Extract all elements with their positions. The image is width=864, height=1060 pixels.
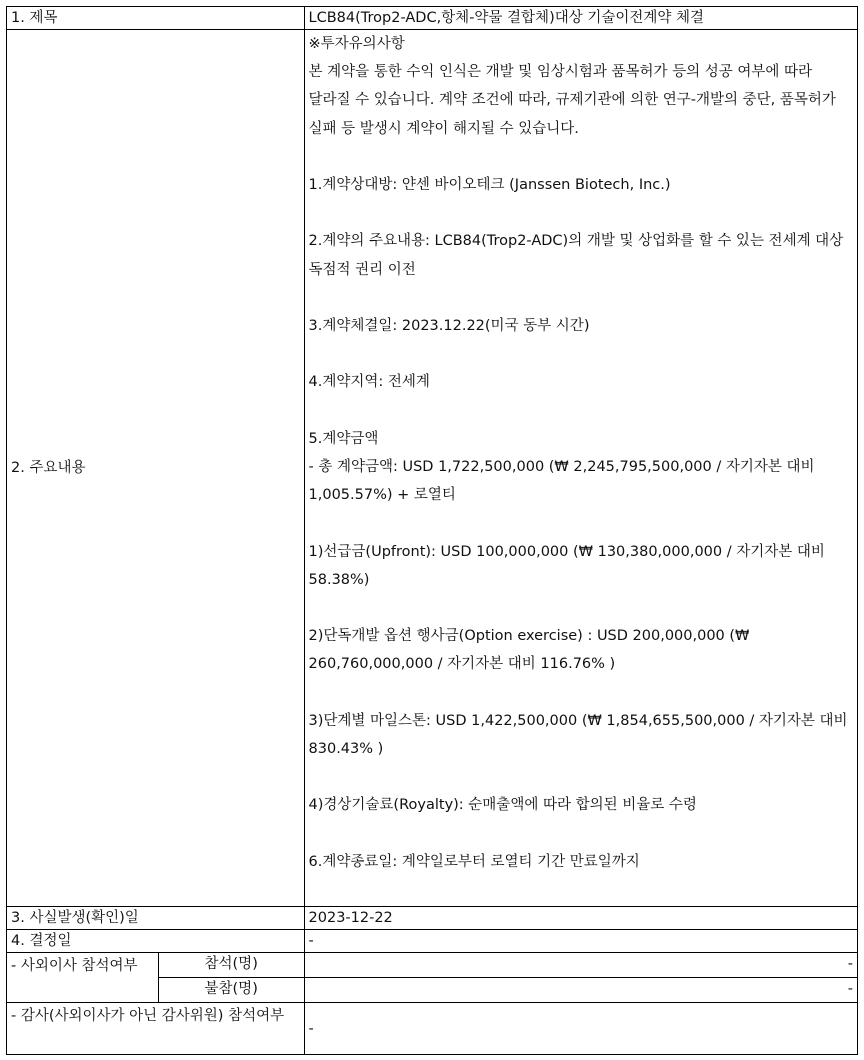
- disclosure-table: [6, 6, 858, 1055]
- royalty-terms: 4)경상기술료(Royalty): 순매출액에 따라 합의된 비율로 수령: [308, 797, 697, 814]
- contract-amount-heading: 5.계약금액: [308, 430, 379, 447]
- occurrence-value: 2023-12-22: [304, 907, 857, 930]
- absent-value: -: [304, 978, 857, 1003]
- row-auditor-attendance: [7, 1003, 858, 1055]
- decision-value: -: [304, 930, 857, 953]
- absent-label: 불참(명): [158, 978, 304, 1003]
- row-occurrence-date: [7, 907, 858, 930]
- title-label: 1. 제목: [7, 7, 305, 30]
- contract-summary: 2.계약의 주요내용: LCB84(Trop2-ADC)의 개발 및 상업화를 할 수 있는 전세계 대상 독점적 권리 이전: [308, 233, 848, 278]
- contract-counterparty: 1.계약상대방: 얀센 바이오테크 (Janssen Biotech, Inc.): [308, 177, 671, 193]
- contract-amount-total: - 총 계약금액: USD 1,722,500,000 (₩ 2,245,795,500,000 / 자기자본 대비 1,005.57%) + 로열티: [308, 458, 820, 504]
- investment-notice-heading: ※투자유의사항: [308, 36, 405, 52]
- contract-end-date: 6.계약종료일: 계약일로부터 로열티 기간 만료일까지: [308, 853, 640, 870]
- contract-region: 4.계약지역: 전세계: [308, 374, 430, 391]
- outside-directors-label: - 사외이사 참석여부: [7, 953, 159, 1003]
- option-exercise-payment: 2)단독개발 옵션 행사금(Option exercise) : USD 200,000,000 (₩ 260,760,000,000 / 자기자본 대비 116.76% ): [308, 628, 754, 673]
- row-outside-directors-present: [7, 953, 858, 978]
- milestone-payment: 3)단계별 마일스톤: USD 1,422,500,000 (₩ 1,854,655,500,000 / 자기자본 대비 830.43% ): [308, 712, 853, 757]
- decision-label: 4. 결정일: [7, 930, 305, 953]
- main-content-value: [304, 30, 857, 907]
- occurrence-label: 3. 사실발생(확인)일: [7, 907, 305, 930]
- row-title: [7, 7, 858, 30]
- upfront-payment: 1)선급금(Upfront): USD 100,000,000 (₩ 130,380,000,000 / 자기자본 대비 58.38%): [308, 543, 830, 588]
- investment-notice-body: 본 계약을 통한 수익 인식은 개발 및 임상시험과 품목허가 등의 성공 여부에 따라 달라질 수 있습니다. 계약 조건에 따라, 규제기관에 의한 연구-개발의 중단, 품목허가 실패 등 발생시 계약이 해지될 수 있습니다.: [308, 64, 841, 137]
- present-label: 참석(명): [158, 953, 304, 978]
- contract-date: 3.계약체결일: 2023.12.22(미국 동부 시간): [308, 317, 590, 334]
- row-main-content: [7, 30, 858, 907]
- auditor-label: - 감사(사외이사가 아닌 감사위원) 참석여부: [7, 1003, 305, 1055]
- auditor-value: -: [304, 1003, 857, 1055]
- title-value: LCB84(Trop2-ADC,항체-약물 결합체)대상 기술이전계약 체결: [304, 7, 857, 30]
- row-decision-date: [7, 930, 858, 953]
- present-value: -: [304, 953, 857, 978]
- main-content-label: 2. 주요내용: [7, 30, 305, 907]
